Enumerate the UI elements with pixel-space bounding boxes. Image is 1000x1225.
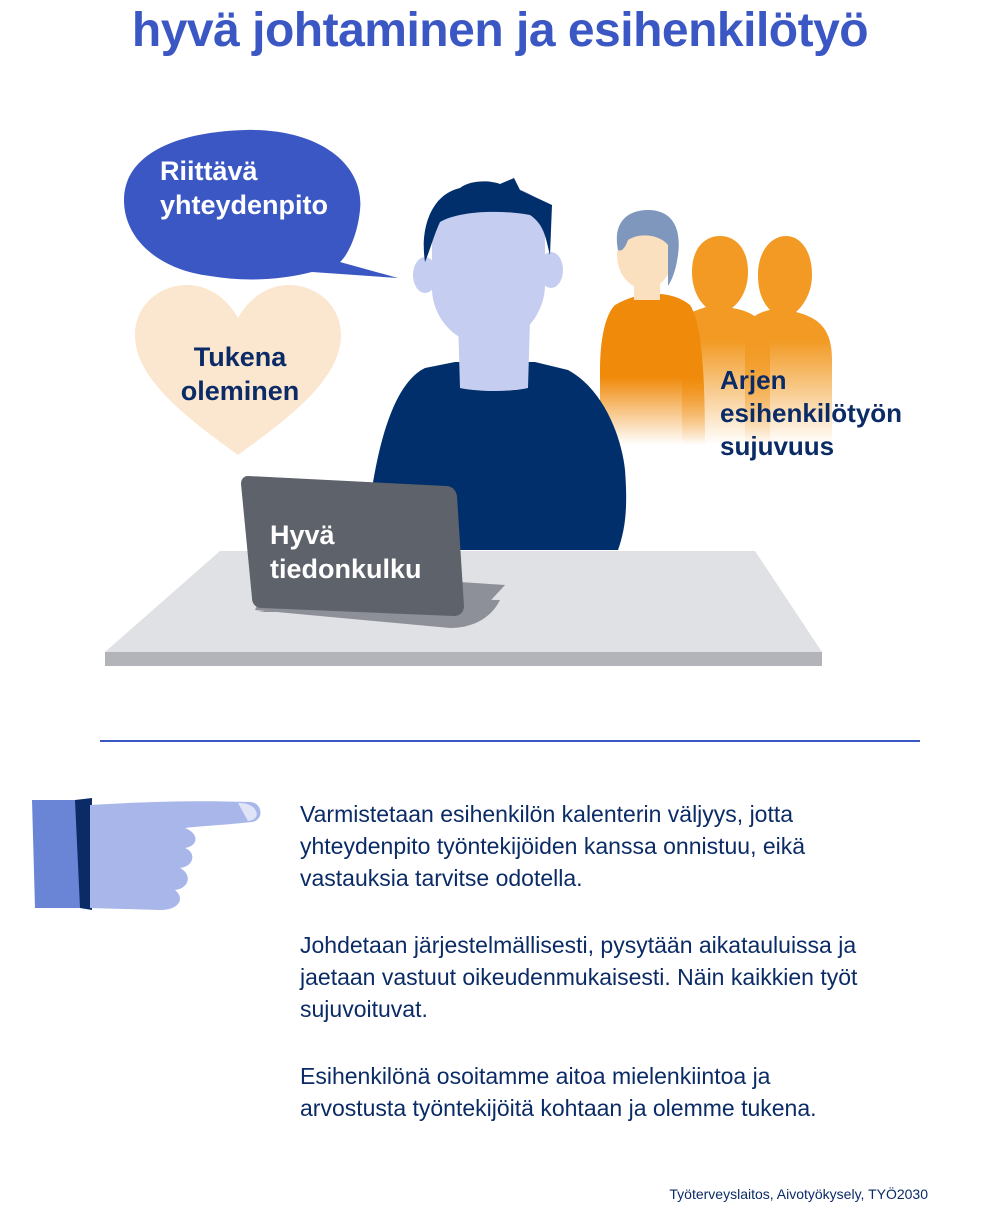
page-title: hyvä johtaminen ja esihenkilötyö xyxy=(131,4,869,57)
section-divider xyxy=(100,740,920,742)
paragraph-3: Esihenkilönä osoitamme aitoa mielenkiintoa ja arvostusta työntekijöitä kohtaan ja olemme tukena. xyxy=(300,1063,817,1121)
group-label: Arjen esihenkilötyön sujuvuus xyxy=(720,365,903,461)
paragraph-1: Varmistetaan esihenkilön kalenterin väljyys, jotta yhteydenpito työntekijöiden kanssa onnistuu, eikä vastauksia tarvitse odotella. xyxy=(300,801,806,891)
pointing-hand-icon xyxy=(20,790,270,920)
laptop-label: Hyvä tiedonkulku xyxy=(270,520,422,584)
source-credit: Työterveyslaitos, Aivotyökysely, TYÖ2030 xyxy=(669,1186,928,1202)
heart-label: Tukena oleminen xyxy=(180,342,300,406)
paragraph-2: Johdetaan järjestelmällisesti, pysytään aikatauluissa ja jaetaan vastuut oikeudenmukaisesti. Näin kaikkien työt sujuvoituvat. xyxy=(300,932,858,1022)
speech-label: Riittävä yhteydenpito xyxy=(160,156,329,220)
